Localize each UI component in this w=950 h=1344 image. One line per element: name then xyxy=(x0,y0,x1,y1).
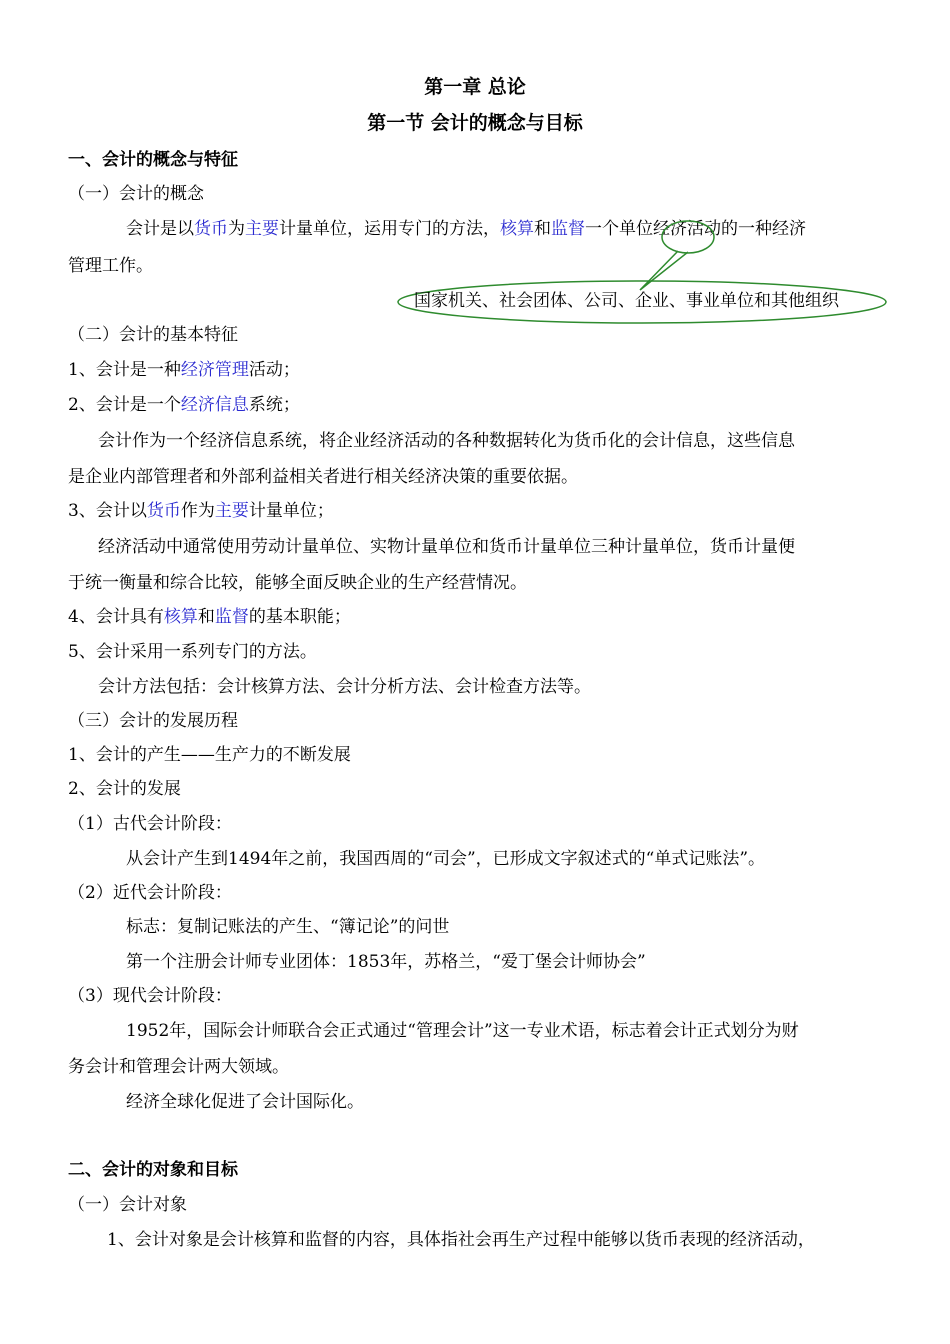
heading-object-goal: 二、会计的对象和目标 xyxy=(68,1160,238,1180)
modern-heading: （2）近代会计阶段： xyxy=(68,883,232,903)
feature-3-explanation: 经济活动中通常使用劳动计量单位、实物计量单位和货币计量单位三种计量单位，货币计量便 xyxy=(98,537,795,557)
history-development: 2、会计的发展 xyxy=(68,779,181,799)
subheading-history: （三）会计的发展历程 xyxy=(68,711,238,731)
feature-2: 2、会计是一个经济信息系统； xyxy=(68,395,300,415)
chapter-title: 第一章 总论 xyxy=(424,76,526,98)
feature-5: 5、会计采用一系列专门的方法。 xyxy=(68,642,317,662)
ancient-heading: （1）古代会计阶段： xyxy=(68,814,232,834)
feature-2-explanation-cont: 是企业内部管理者和外部利益相关者进行相关经济决策的重要依据。 xyxy=(68,467,578,487)
subheading-features: （二）会计的基本特征 xyxy=(68,325,238,345)
feature-4: 4、会计具有核算和监督的基本职能； xyxy=(68,607,351,627)
contemporary-heading: （3）现代会计阶段： xyxy=(68,986,232,1006)
modern-text-2: 第一个注册会计师专业团体：1853年，苏格兰，“爱丁堡会计师协会” xyxy=(126,952,646,972)
ancient-text: 从会计产生到1494年之前，我国西周的“司会”，已形成文字叙述式的“单式记账法”。 xyxy=(126,849,766,869)
callout-circle xyxy=(662,221,714,253)
object-definition: 1、会计对象是会计核算和监督的内容，具体指社会再生产过程中能够以货币表现的经济活动， xyxy=(107,1230,815,1250)
term-supervision: 监督 xyxy=(551,219,585,239)
definition-cont: 管理工作。 xyxy=(68,256,153,276)
section-title: 第一节 会计的概念与目标 xyxy=(367,112,583,134)
callout-pointer xyxy=(640,251,688,290)
modern-text-1: 标志：复制记账法的产生、“簿记论”的问世 xyxy=(126,917,450,937)
feature-3: 3、会计以货币作为主要计量单位； xyxy=(68,501,334,521)
subheading-object: （一）会计对象 xyxy=(68,1195,187,1215)
term-accounting: 核算 xyxy=(500,219,534,239)
term-currency: 货币 xyxy=(194,219,228,239)
subheading-concept: （一）会计的概念 xyxy=(68,184,204,204)
feature-2-explanation: 会计作为一个经济信息系统，将企业经济活动的各种数据转化为货币化的会计信息，这些信息 xyxy=(98,431,795,451)
contemporary-text-3: 经济全球化促进了会计国际化。 xyxy=(126,1092,364,1112)
annotation-organizations: 国家机关、社会团体、公司、企业、事业单位和其他组织 xyxy=(414,291,839,311)
term-main: 主要 xyxy=(245,219,279,239)
feature-5-explanation: 会计方法包括：会计核算方法、会计分析方法、会计检查方法等。 xyxy=(98,677,591,697)
contemporary-text-1: 1952年，国际会计师联合会正式通过“管理会计”这一专业术语，标志着会计正式划分为财 xyxy=(126,1021,799,1041)
contemporary-text-2: 务会计和管理会计两大领域。 xyxy=(68,1057,289,1077)
feature-3-explanation-cont: 于统一衡量和综合比较，能够全面反映企业的生产经营情况。 xyxy=(68,573,527,593)
heading-concept-features: 一、会计的概念与特征 xyxy=(68,150,238,170)
definition-line: 会计是以货币为主要计量单位，运用专门的方法，核算和监督一个单位经济活动的一种经济 xyxy=(126,219,806,239)
feature-1: 1、会计是一种经济管理活动； xyxy=(68,360,300,380)
history-origin: 1、会计的产生——生产力的不断发展 xyxy=(68,745,351,765)
